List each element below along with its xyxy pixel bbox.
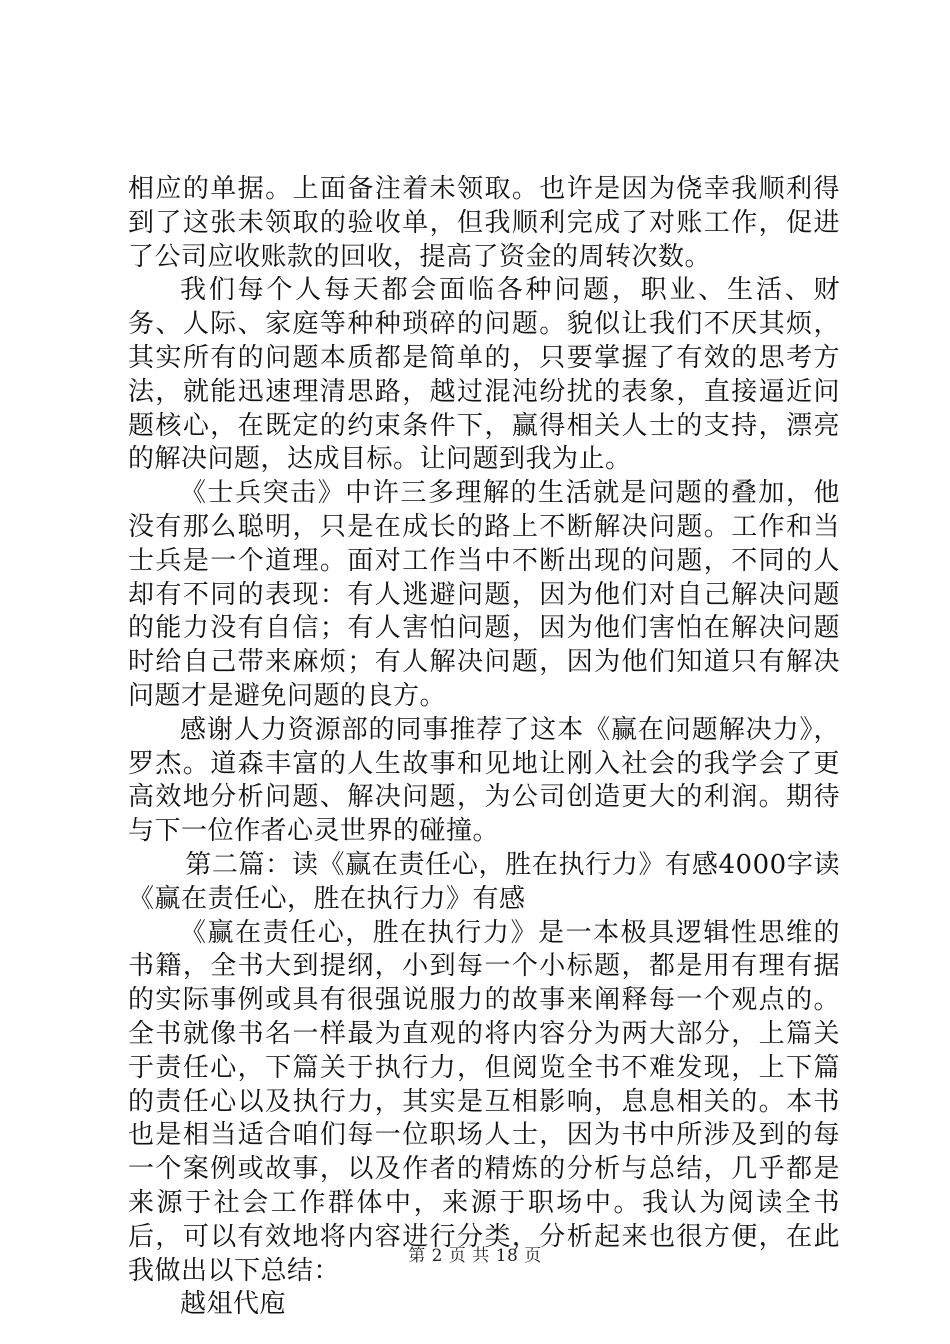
document-body — [128, 173, 840, 1322]
paragraph: 越俎代庖 — [180, 1289, 287, 1320]
paragraph: 《赢在责任心，胜在执行力》是一本极具逻辑性思维的书籍，全书大到提纲，小到每一个小标题，都是用有理有据的实际事例或具有很强说服力的故事来阐释每一个观点的。全书就像书名一样最为直观的将内容分为两大部分，上篇关于责任心，下篇关于执行力，但阅览全书不难发现，上下篇的责任心以及执行力，其实是互相影响，息息相关的。本书也是相当适合咱们每一位职场人士，因为书中所涉及到的每一个案例或故事，以及作者的精炼的分析与总结，几乎都是来源于社会工作群体中，来源于职场中。我认为阅读全书后，可以有效地将内容进行分类，分析起来也很方便，在此我做出以下总结： — [128, 917, 840, 1286]
paragraph-continued: 相应的单据。上面备注着未领取。也许是因为侥幸我顺利得到了这张未领取的验收单，但我顺利完成了对账工作，促进了公司应收账款的回收，提高了资金的周转次数。 — [128, 174, 840, 272]
section-heading: 第二篇：读《赢在责任心，胜在执行力》有感4000字读《赢在责任心，胜在执行力》有感 — [128, 849, 840, 914]
page-footer: 第 2 页 共 18 页 — [408, 1246, 542, 1266]
paragraph: 我们每个人每天都会面临各种问题，职业、生活、财务、人际、家庭等种种琐碎的问题。貌似让我们不厌其烦，其实所有的问题本质都是简单的，只要掌握了有效的思考方法，就能迅速理清思路，越过混沌纷扰的表象，直接逼近问题核心，在既定的约束条件下，赢得相关人士的支持，漂亮的解决问题，达成目标。让问题到我为止。 — [128, 275, 840, 475]
paragraph: 感谢人力资源部的同事推荐了这本《赢在问题解决力》，罗杰。道森丰富的人生故事和见地让刚入社会的我学会了更高效地分析问题、解决问题，为公司创造更大的利润。期待与下一位作者心灵世界的碰撞。 — [128, 714, 840, 847]
paragraph: 《士兵突击》中许三多理解的生活就是问题的叠加，他没有那么聪明，只是在成长的路上不断解决问题。工作和当士兵是一个道理。面对工作当中不断出现的问题，不同的人却有不同的表现：有人逃避问题，因为他们对自己解决问题的能力没有自信；有人害怕问题，因为他们害怕在解决问题时给自己带来麻烦；有人解决问题，因为他们知道只有解决问题才是避免问题的良方。 — [128, 478, 840, 711]
